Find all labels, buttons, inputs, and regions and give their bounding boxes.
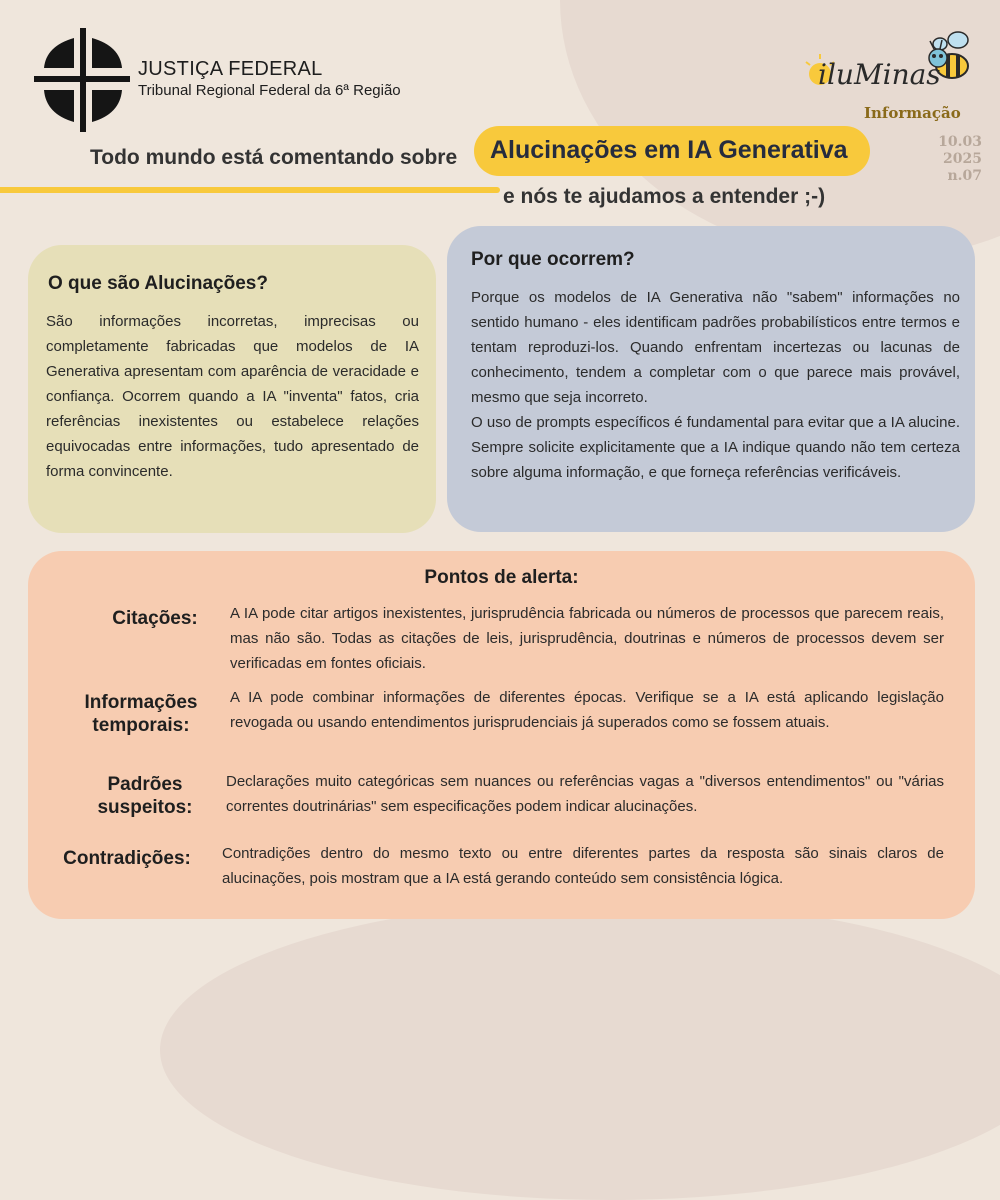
edition-year: 2025 <box>943 151 982 167</box>
alert-text-temporal: A IA pode combinar informações de diferentes épocas. Verifique se a IA está aplicando legislação revogada ou usando entendimentos jurisprudenciais já superados como se fossem atuais. <box>230 689 944 731</box>
organization-name <box>138 58 401 99</box>
edition-info <box>938 134 982 185</box>
alerts-card <box>28 551 975 919</box>
alert-text-citations: A IA pode citar artigos inexistentes, jurisprudência fabricada ou números de processos que parecem reais, mas não são. Todas as citações de leis, jurisprudência, doutrinas e números de processos devem ser verificadas em fontes oficiais. <box>230 605 944 672</box>
edition-number: n.07 <box>947 168 982 184</box>
org-title: JUSTIÇA FEDERAL <box>138 58 323 80</box>
why-paragraph-2: O uso de prompts específicos é fundamental para evitar que a IA alucine. Sempre solicite explicitamente que a IA indique quando não tem certeza sobre alguma informação, e que forneça referências verificáveis. <box>471 414 960 481</box>
org-subtitle: Tribunal Regional Federal da 6ª Região <box>138 82 401 99</box>
brand-name: iluMinas <box>818 58 941 91</box>
alerts-title: Pontos de alerta: <box>424 567 579 588</box>
headline-prefix: Todo mundo está comentando sobre <box>90 146 458 169</box>
why-paragraph-1: Porque os modelos de IA Generativa não "sabem" informações no sentido humano - eles identificam padrões probabilísticos entre termos e tentam reproduzi-los. Quando enfrentam incertezas ou lacunas de conhecimento, tendem a completar com o que parece mais provável, mesmo que seja incorreto. <box>471 289 960 406</box>
alert-text-contradictions: Contradições dentro do mesmo texto ou entre diferentes partes da resposta são sinais claros de alucinações, pois mostram que a IA está gerando conteúdo sem consistência lógica. <box>222 845 944 887</box>
what-body: São informações incorretas, imprecisas ou completamente fabricadas que modelos de IA Generativa apresentam com aparência de veracidade e confiança. Ocorrem quando a IA "inventa" fatos, cria referências inexistentes ou estabelece relações equivocadas entre informações, tudo apresentado de forma convincente. <box>46 313 419 480</box>
background-shape <box>160 900 1000 1200</box>
brand-subtitle: Informação <box>864 104 961 122</box>
headline-highlight: Alucinações em IA Generativa <box>490 136 848 164</box>
alert-label-temporal: Informações temporais: <box>84 692 198 736</box>
why-title: Por que ocorrem? <box>471 249 635 270</box>
alert-label-citations: Citações: <box>112 608 198 629</box>
edition-date: 10.03 <box>938 134 982 150</box>
what-card <box>28 245 436 533</box>
alert-label-suspicious: Padrões suspeitos: <box>97 774 193 818</box>
why-card <box>447 226 975 532</box>
alert-text-suspicious: Declarações muito categóricas sem nuances ou referências vagas a "diversos entendimentos" ou "várias correntes doutrinárias" sem especificações podem indicar alucinações. <box>226 773 944 815</box>
headline-suffix: e nós te ajudamos a entender ;-) <box>503 185 826 208</box>
alert-label-contradictions: Contradições: <box>63 848 191 869</box>
why-body <box>471 285 960 485</box>
what-title: O que são Alucinações? <box>48 273 268 294</box>
headline-underline <box>0 187 500 193</box>
justica-federal-logo-icon <box>34 28 130 132</box>
